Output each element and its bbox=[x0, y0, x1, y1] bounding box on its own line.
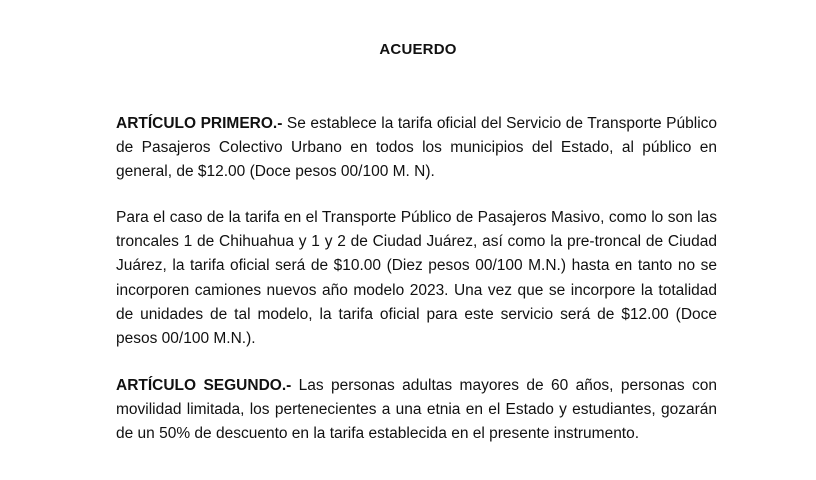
article-segundo-text: Las personas adultas mayores de 60 años, personas con movilidad limitada, los pertenecientes a una etnia en el Estado y estudiantes, gozarán de un 50% de descuento en la tarifa establecida en el presente instrumento. bbox=[116, 377, 717, 443]
article-segundo bbox=[116, 374, 717, 447]
document-title: ACUERDO bbox=[379, 41, 457, 58]
article-primero-text: Se establece la tarifa oficial del Servicio de Transporte Público de Pasajeros Colectivo Urbano en todos los municipios del Estado, al público en general, de $12.00 (Doce pesos 00/100 M. N). bbox=[116, 115, 718, 181]
article-primero-label: ARTÍCULO PRIMERO.- bbox=[116, 115, 283, 132]
article-segundo-label: ARTÍCULO SEGUNDO.- bbox=[116, 377, 292, 394]
article-primero bbox=[116, 112, 717, 185]
paragraph-masivo: Para el caso de la tarifa en el Transporte Público de Pasajeros Masivo, como lo son las troncales 1 de Chihuahua y 1 y 2 de Ciudad Juárez, así como la pre-troncal de Ciudad Juárez, la tarifa oficial será de $10.00 (Diez pesos 00/100 M.N.) hasta en tanto no se incorporen camiones nuevos año modelo 2023. Una vez que se incorpore la totalidad de unidades de tal modelo, la tarifa oficial para este servicio será de $12.00 (Doce pesos 00/100 M.N.). bbox=[116, 209, 717, 348]
